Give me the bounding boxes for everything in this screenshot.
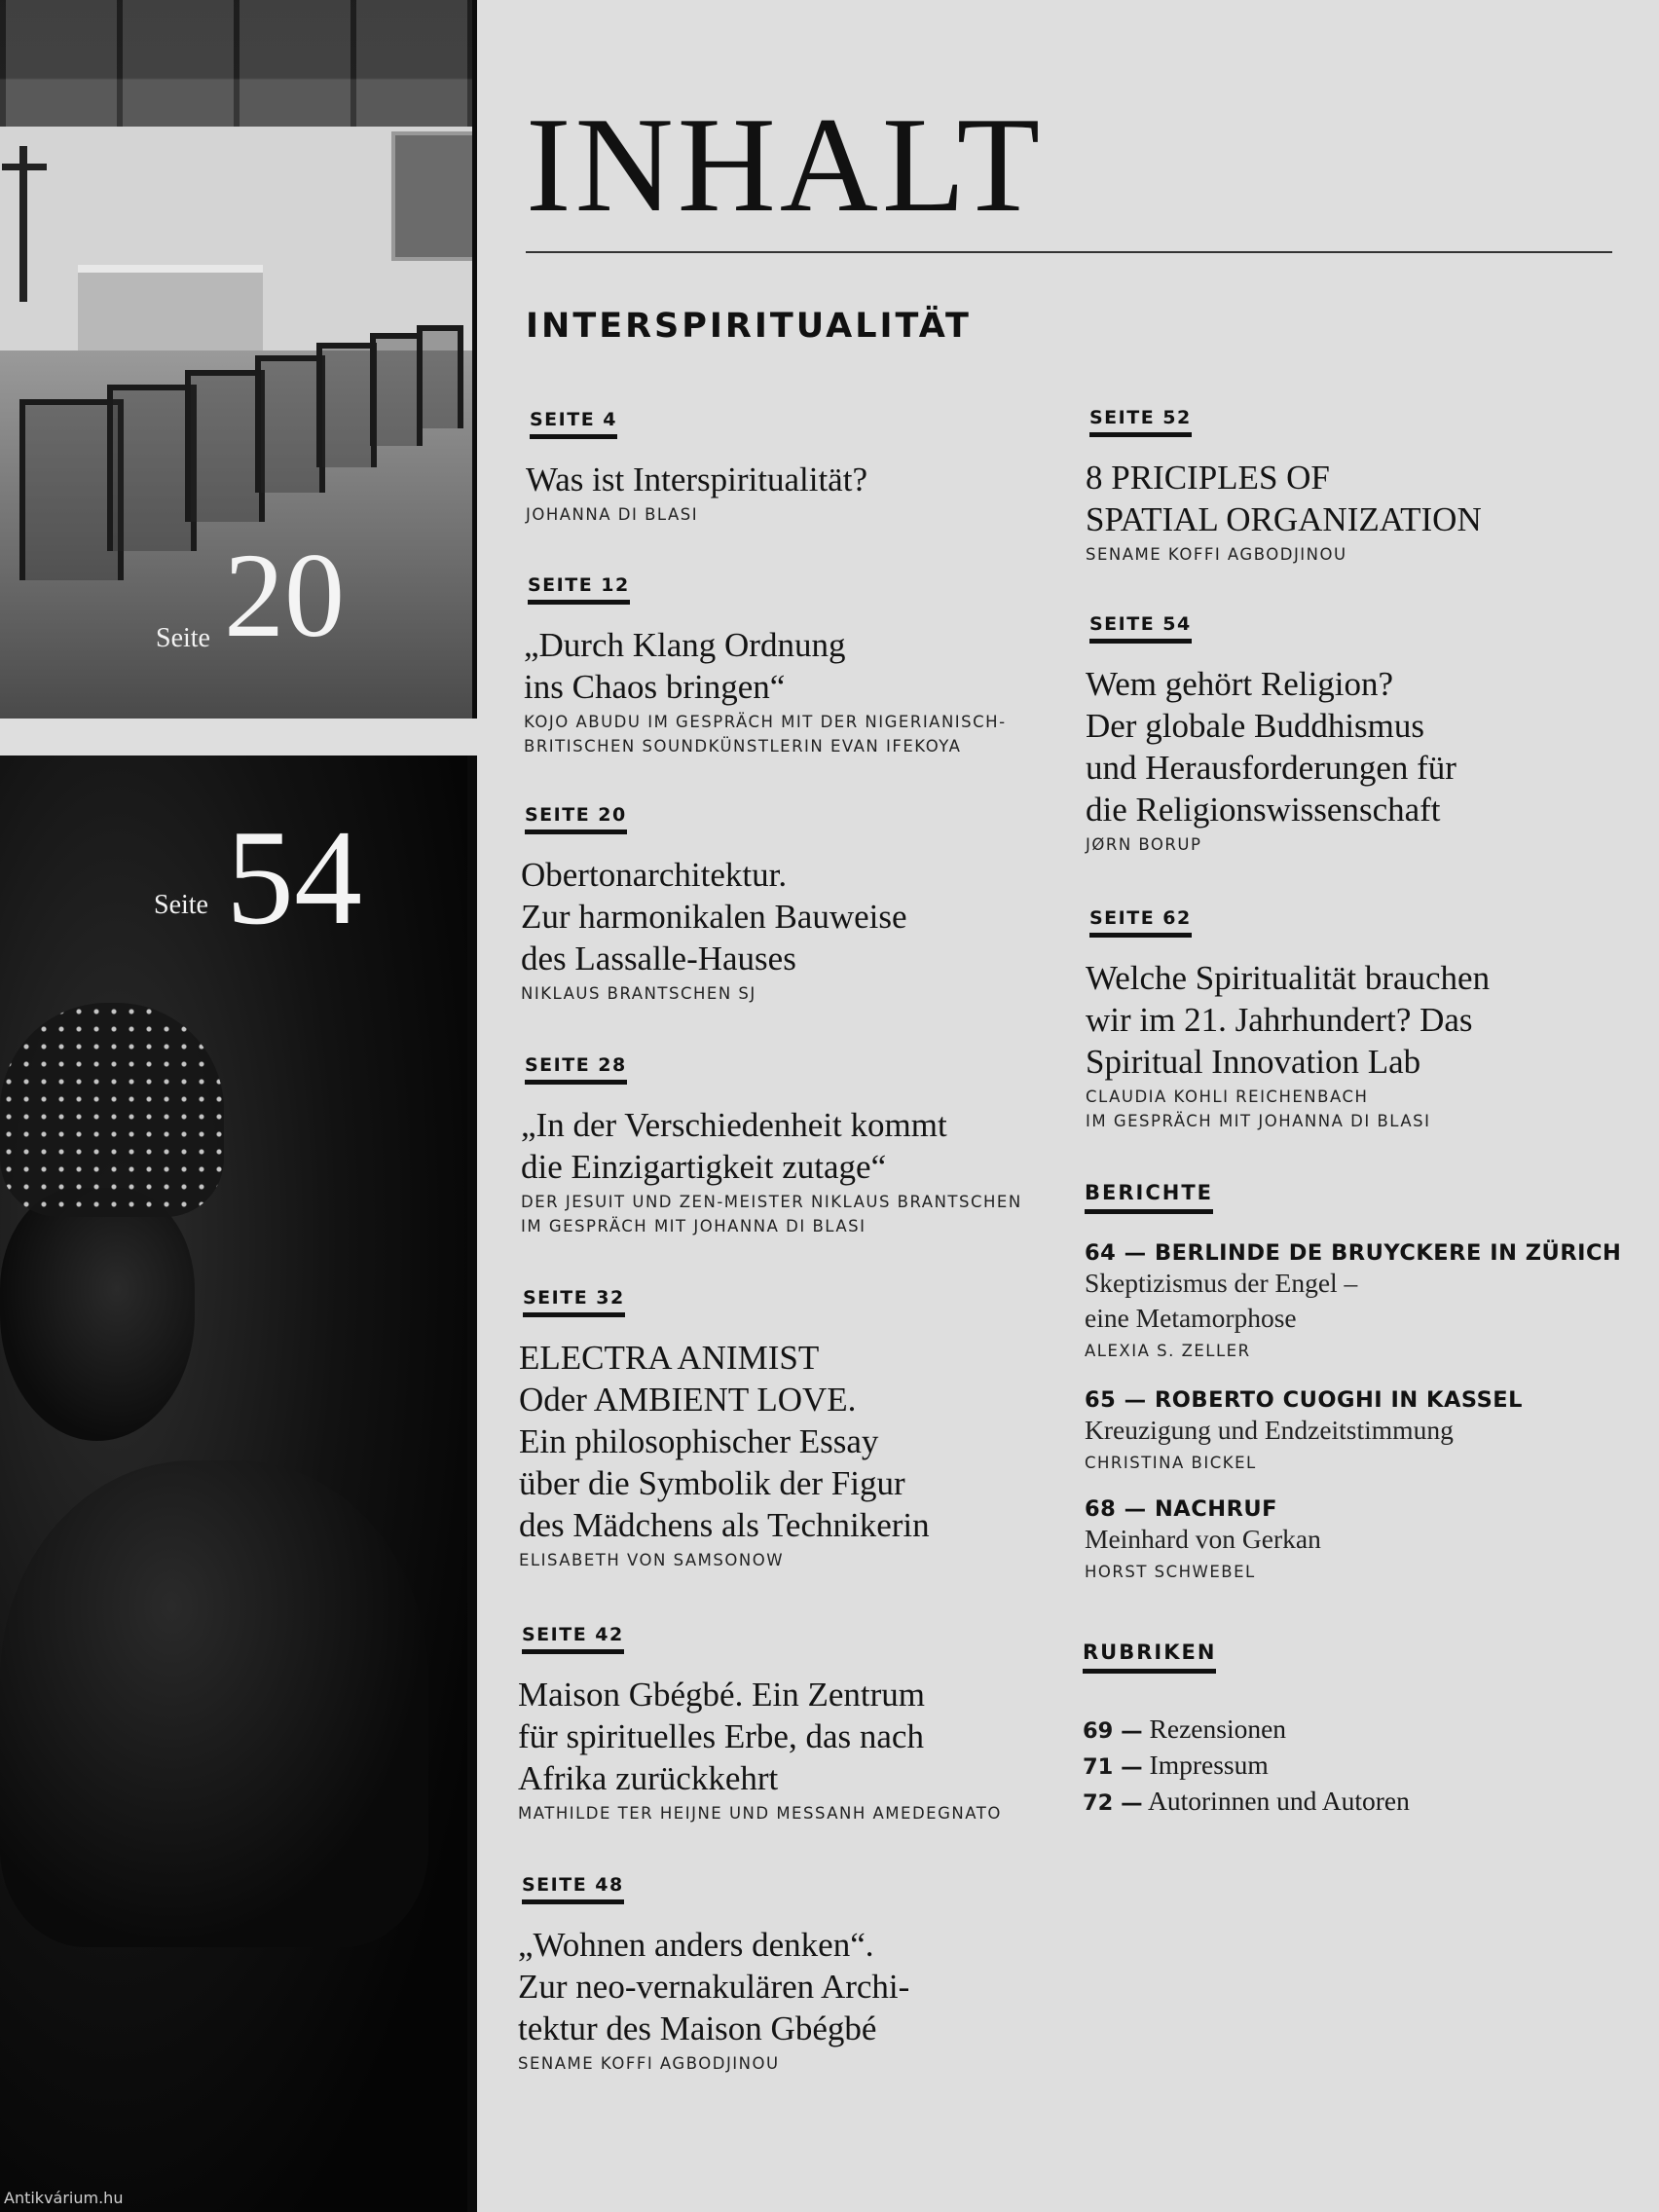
entry-title-line: über die Symbolik der Figur	[519, 1464, 905, 1502]
page-number-label: SEITE 48	[522, 1874, 624, 1904]
entry-author-line: SENAME KOFFI AGBODJINOU	[518, 2054, 780, 2073]
toc-entry[interactable]	[1086, 613, 1602, 857]
rubrik-label: Rezensionen	[1149, 1714, 1287, 1744]
rubriken-heading: RUBRIKEN	[1083, 1641, 1216, 1674]
page-number-label: SEITE 28	[525, 1054, 627, 1085]
page-title: INHALT	[526, 90, 1045, 240]
entry-title	[526, 459, 1042, 500]
chair	[417, 325, 463, 428]
entry-title-line: tektur des Maison Gbégbé	[518, 2009, 877, 2047]
entry-title-line: wir im 21. Jahrhundert? Das	[1086, 1001, 1473, 1039]
chair	[255, 355, 325, 493]
chair	[107, 385, 197, 551]
entry-author-line: ELISABETH VON SAMSONOW	[519, 1551, 785, 1569]
entry-author-line: SENAME KOFFI AGBODJINOU	[1086, 545, 1347, 564]
rubrik-number: 69 —	[1083, 1718, 1143, 1744]
page-number-label: SEITE 62	[1089, 907, 1192, 938]
entry-author-line: JØRN BORUP	[1086, 835, 1202, 854]
entry-author	[521, 981, 1037, 1006]
toc-entry[interactable]	[524, 574, 1040, 758]
entry-title	[521, 854, 1037, 979]
entry-title-line: Wem gehört Religion?	[1086, 665, 1393, 703]
entry-author-line: BRITISCHEN SOUNDKÜNSTLERIN EVAN IFEKOYA	[524, 737, 962, 756]
chair	[316, 343, 377, 467]
cross-icon-bar	[2, 164, 47, 170]
toc-entry[interactable]	[518, 1874, 1034, 2076]
entry-title-line: des Mädchens als Technikerin	[519, 1506, 930, 1544]
page-number-label: SEITE 52	[1089, 407, 1192, 437]
entry-title-line: die Einzigartigkeit zutage“	[521, 1148, 887, 1186]
entry-title-line: „Durch Klang Ordnung	[524, 626, 846, 664]
rubrik-label: Autorinnen und Autoren	[1148, 1786, 1410, 1816]
page-number-label: SEITE 4	[530, 409, 617, 439]
toc-entry[interactable]	[1086, 907, 1602, 1133]
entry-author	[524, 710, 1040, 758]
entry-title-line: Obertonarchitektur.	[521, 856, 788, 894]
entry-title-line: 8 PRICIPLES OF	[1086, 459, 1330, 497]
buddha-face	[0, 1188, 195, 1441]
entry-title-line: Welche Spiritualität brauchen	[1086, 959, 1491, 997]
entry-author-line: IM GESPRÄCH MIT JOHANNA DI BLASI	[1086, 1112, 1431, 1130]
bericht-head: 68 — NACHRUF	[1085, 1496, 1278, 1522]
entry-author	[526, 502, 1042, 527]
bericht-author: CHRISTINA BICKEL	[1085, 1454, 1257, 1472]
toc-entry[interactable]	[526, 409, 1042, 527]
page-ref-label: Seite	[154, 890, 208, 920]
bericht-title-line: Meinhard von Gerkan	[1085, 1524, 1321, 1554]
entry-title	[519, 1337, 1035, 1546]
entry-author	[1086, 832, 1602, 857]
chair	[370, 333, 423, 446]
entry-title-line: Zur harmonikalen Bauweise	[521, 898, 907, 936]
page-ref-number: 54	[226, 802, 362, 953]
ceiling-beams	[0, 0, 472, 127]
entry-title-line: Spiritual Innovation Lab	[1086, 1043, 1421, 1081]
bericht-title	[1085, 1522, 1630, 1557]
entry-author-line: IM GESPRÄCH MIT JOHANNA DI BLASI	[521, 1217, 866, 1235]
entry-author-line: KOJO ABUDU IM GESPRÄCH MIT DER NIGERIANISCH-	[524, 713, 1007, 731]
entry-author-line: NIKLAUS BRANTSCHEN SJ	[521, 984, 756, 1003]
bericht-head: 64 — BERLINDE DE BRUYCKERE IN ZÜRICH	[1085, 1240, 1622, 1266]
bericht-title-line: eine Metamorphose	[1085, 1303, 1297, 1333]
entry-title-line: Oder AMBIENT LOVE.	[519, 1381, 857, 1419]
entry-title	[1086, 457, 1602, 540]
image-divider	[0, 719, 477, 756]
page-ref-number: 20	[224, 529, 345, 662]
page-number-label: SEITE 54	[1089, 613, 1192, 644]
toc-entry[interactable]	[519, 1287, 1035, 1572]
entry-author	[519, 1548, 1035, 1572]
bericht-title-line: Skeptizismus der Engel –	[1085, 1268, 1358, 1298]
altar	[78, 265, 263, 360]
entry-author-line: DER JESUIT UND ZEN-MEISTER NIKLAUS BRANTSCHEN	[521, 1193, 1022, 1211]
page-number-label: SEITE 32	[523, 1287, 625, 1317]
page-number-label: SEITE 12	[528, 574, 630, 605]
toc-entry[interactable]	[518, 1624, 1034, 1825]
chair	[185, 370, 265, 522]
rubrik-item[interactable]	[1083, 1786, 1410, 1817]
entry-title-line: und Herausforderungen für	[1086, 749, 1456, 787]
watermark: Antikvárium.hu	[4, 2189, 124, 2207]
entry-title	[518, 1924, 1034, 2049]
bericht-title-line: Kreuzigung und Endzeitstimmung	[1085, 1415, 1454, 1445]
bericht-title	[1085, 1266, 1630, 1336]
entry-title-line: SPATIAL ORGANIZATION	[1086, 500, 1482, 538]
entry-title-line: Der globale Buddhismus	[1086, 707, 1425, 745]
entry-title-line: ELECTRA ANIMIST	[519, 1339, 820, 1377]
entry-title-line: für spirituelles Erbe, das nach	[518, 1717, 924, 1755]
bericht-author: HORST SCHWEBEL	[1085, 1563, 1256, 1581]
bericht-author: ALEXIA S. ZELLER	[1085, 1342, 1251, 1360]
entry-author	[521, 1190, 1037, 1238]
toc-entry[interactable]	[521, 804, 1037, 1006]
buddha-body	[0, 1460, 428, 1947]
entry-title	[518, 1674, 1034, 1799]
entry-title-line: Zur neo-vernakulären Archi-	[518, 1968, 910, 2006]
entry-author-line: CLAUDIA KOHLI REICHENBACH	[1086, 1088, 1369, 1106]
entry-title	[1086, 957, 1602, 1083]
entry-title-line: Was ist Interspiritualität?	[526, 461, 867, 498]
bericht-item[interactable]	[1085, 1240, 1630, 1360]
entry-title-line: des Lassalle-Hauses	[521, 940, 796, 977]
bericht-title	[1085, 1413, 1630, 1448]
entry-author	[518, 1801, 1034, 1825]
wall-painting	[391, 131, 472, 261]
entry-title-line: Maison Gbégbé. Ein Zentrum	[518, 1676, 925, 1714]
entry-title-line: „Wohnen anders denken“.	[518, 1926, 874, 1964]
berichte-heading: BERICHTE	[1085, 1181, 1213, 1214]
entry-title-line: die Religionswissenschaft	[1086, 791, 1441, 829]
entry-title	[524, 624, 1040, 708]
bericht-item[interactable]	[1085, 1496, 1630, 1581]
entry-author	[1086, 542, 1602, 567]
entry-title-line: ins Chaos bringen“	[524, 668, 786, 706]
rubrik-number: 71 —	[1083, 1754, 1143, 1780]
bericht-head: 65 — ROBERTO CUOGHI IN KASSEL	[1085, 1387, 1523, 1413]
entry-title-line: Afrika zurückkehrt	[518, 1759, 779, 1797]
toc-entry[interactable]	[1086, 407, 1602, 567]
entry-author-line: JOHANNA DI BLASI	[526, 505, 699, 524]
rubrik-label: Impressum	[1149, 1750, 1269, 1780]
entry-title	[521, 1104, 1037, 1188]
entry-author	[1086, 1085, 1602, 1133]
toc-entry[interactable]	[521, 1054, 1037, 1238]
section-heading: INTERSPIRITUALITÄT	[526, 307, 972, 346]
left-image-column	[0, 0, 477, 2212]
entry-title	[1086, 663, 1602, 830]
page-number-label: SEITE 20	[525, 804, 627, 834]
rubrik-item[interactable]	[1083, 1750, 1269, 1781]
page-number-label: SEITE 42	[522, 1624, 624, 1654]
page-ref-label: Seite	[156, 623, 210, 653]
entry-author-line: MATHILDE TER HEIJNE UND MESSANH AMEDEGNATO	[518, 1804, 1002, 1823]
entry-title-line: „In der Verschiedenheit kommt	[521, 1106, 947, 1144]
bericht-item[interactable]	[1085, 1387, 1630, 1472]
title-rule	[526, 251, 1612, 253]
chapel-photo	[0, 0, 472, 719]
entry-title-line: Ein philosophischer Essay	[519, 1422, 879, 1460]
entry-author	[518, 2051, 1034, 2076]
rubrik-number: 72 —	[1083, 1790, 1143, 1816]
buddha-head	[0, 1003, 224, 1217]
rubrik-item[interactable]	[1083, 1714, 1286, 1745]
